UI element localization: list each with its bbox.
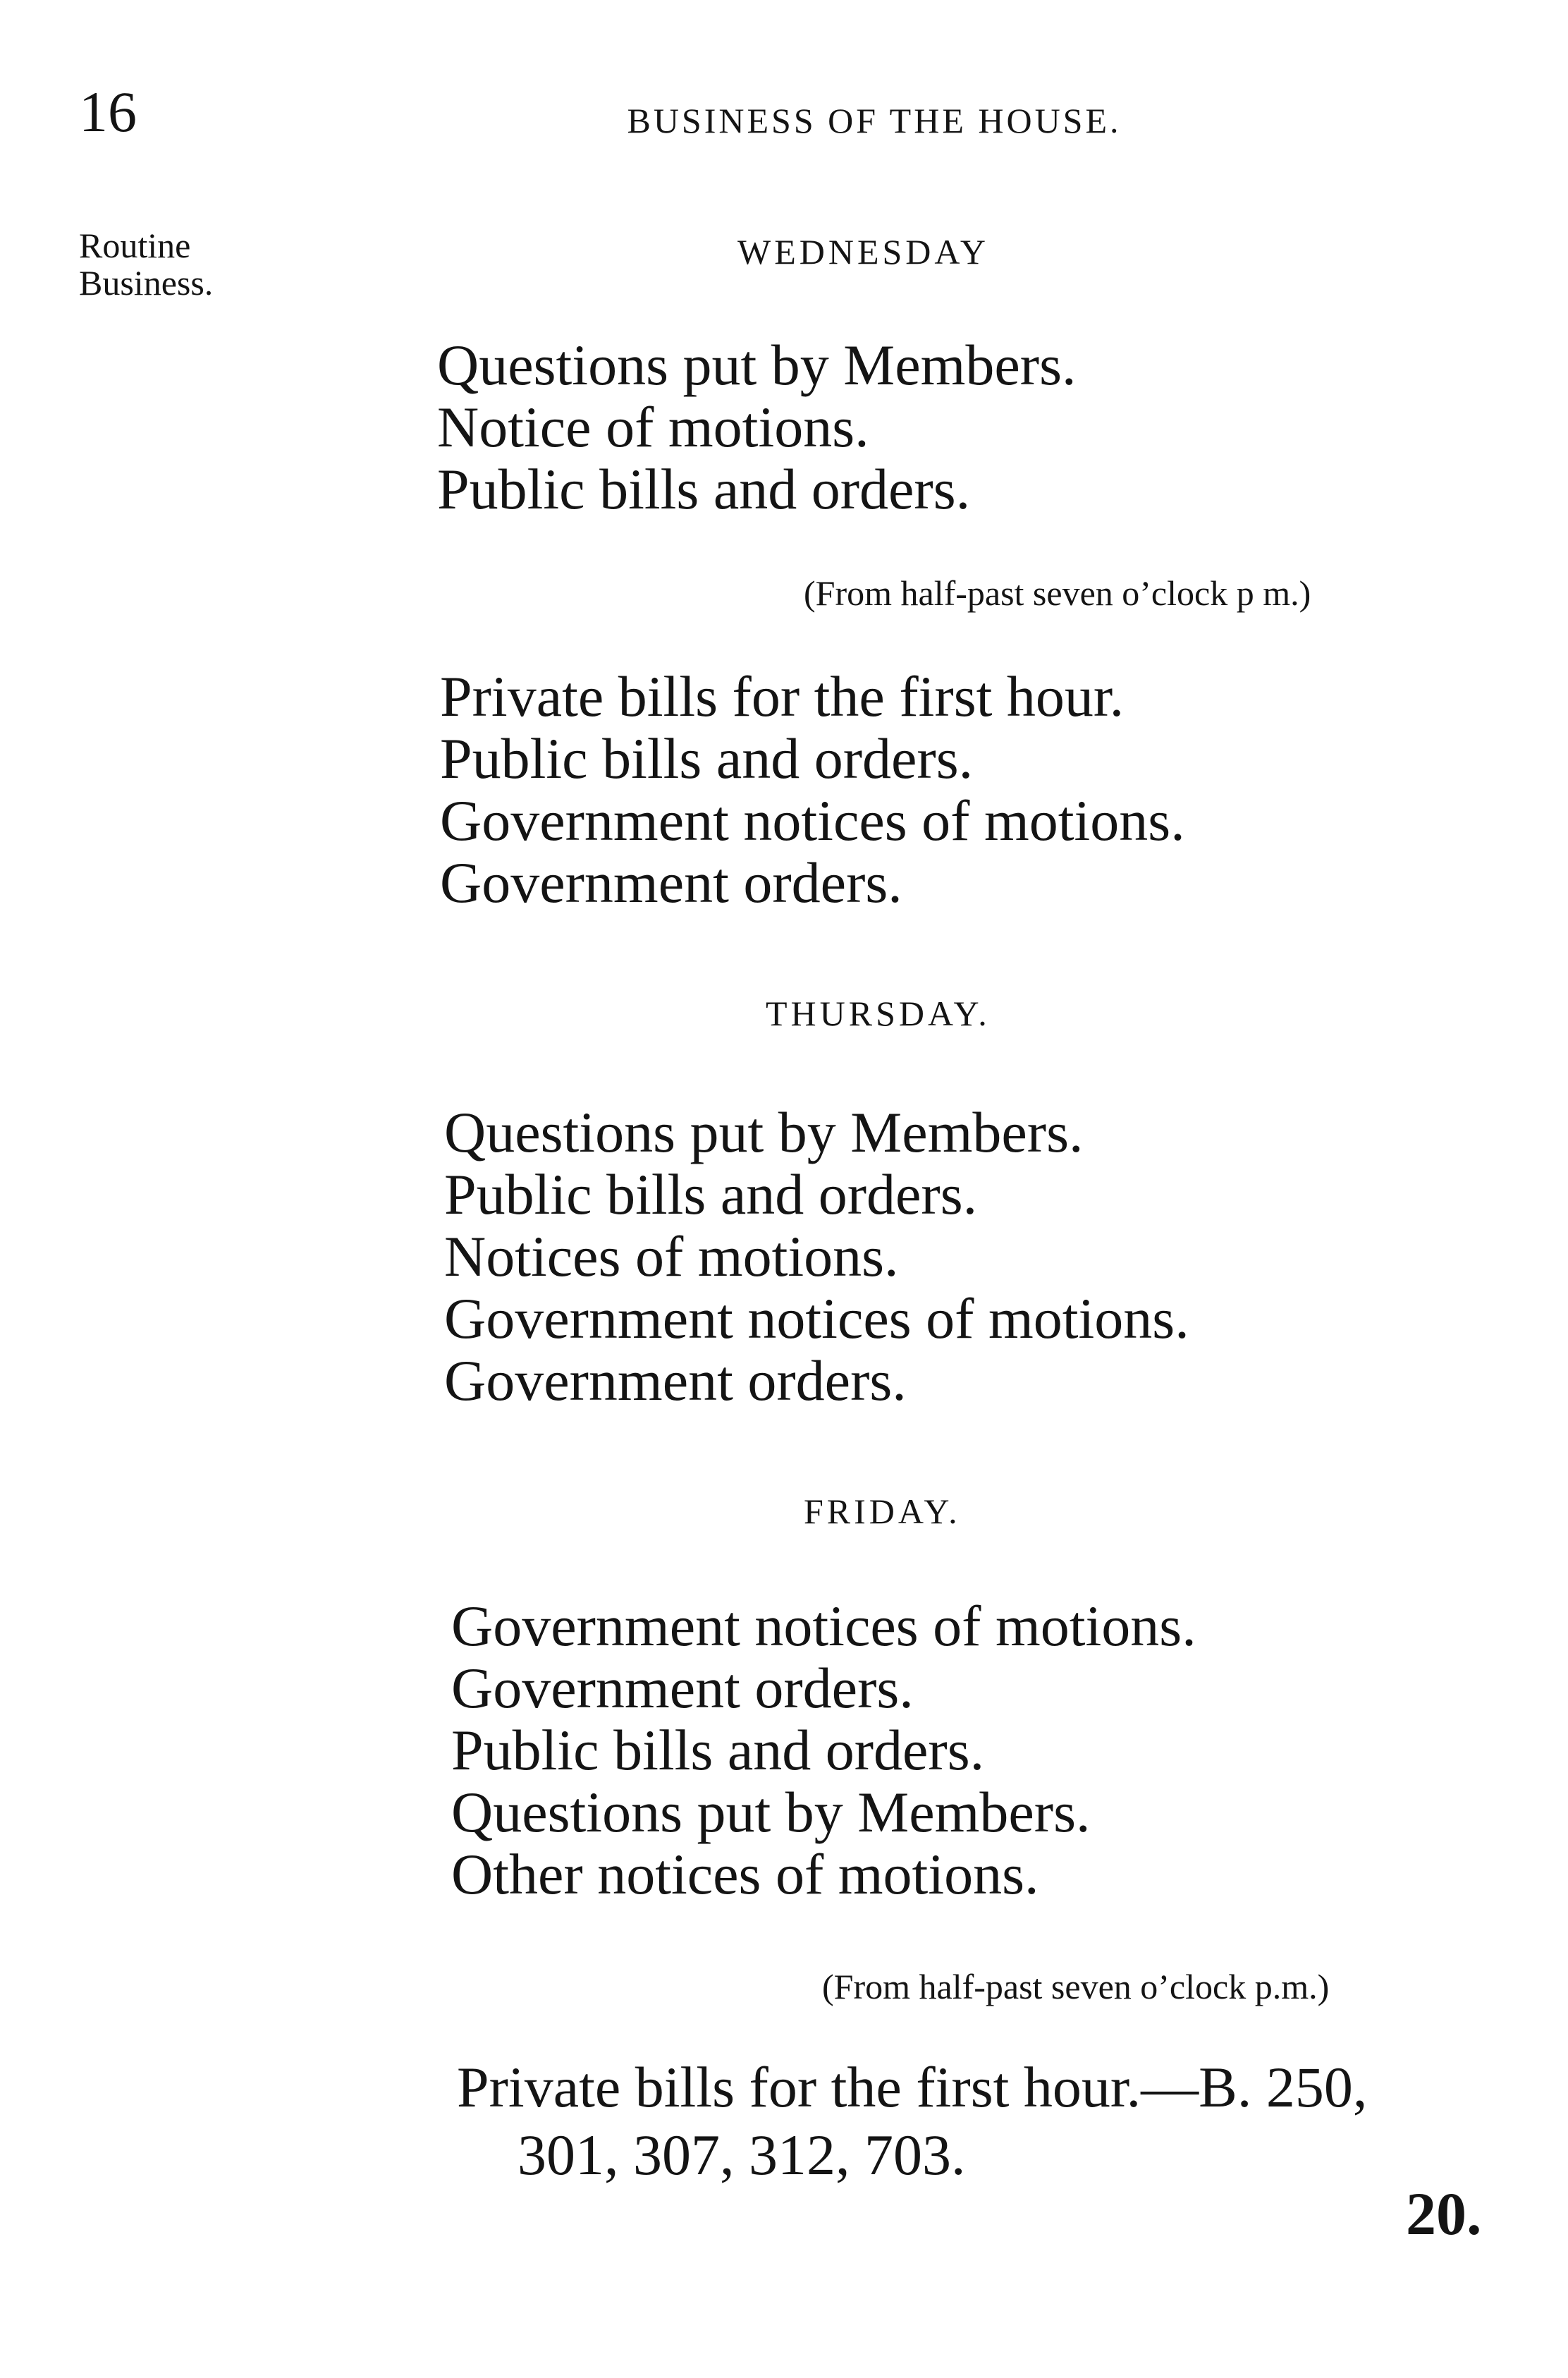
list-item: Public bills and orders.	[444, 1162, 978, 1226]
list-item: Notice of motions.	[437, 395, 869, 459]
list-item: Notices of motions.	[444, 1224, 899, 1288]
list-item: Questions put by Members.	[444, 1100, 1084, 1164]
running-title: BUSINESS OF THE HOUSE.	[627, 101, 1122, 140]
closing-line-continued: 301, 307, 312, 703.	[517, 2123, 966, 2187]
margin-note: Routine Business.	[79, 226, 214, 303]
list-item: Government notices of motions.	[444, 1286, 1189, 1350]
friday-list	[451, 1595, 1196, 1906]
list-item: Government notices of motions.	[451, 1594, 1196, 1658]
list-item: Government notices of motions.	[440, 788, 1185, 853]
closing-paragraph	[457, 2054, 1367, 2189]
friday-heading: FRIDAY.	[804, 1492, 961, 1531]
list-item: Public bills and orders.	[451, 1718, 985, 1782]
thursday-heading: THURSDAY.	[766, 994, 991, 1033]
list-item: Questions put by Members.	[451, 1780, 1091, 1844]
thursday-list	[444, 1102, 1189, 1412]
list-item: Public bills and orders.	[440, 726, 974, 791]
wednesday-time-note: (From half-past seven o’clock p m.)	[804, 573, 1311, 613]
list-item: Government orders.	[451, 1656, 914, 1720]
list-item: Private bills for the first hour.	[440, 664, 1125, 728]
signature-mark: 20.	[1406, 2180, 1482, 2248]
wednesday-heading: WEDNESDAY	[737, 232, 990, 272]
list-item: Other notices of motions.	[451, 1842, 1039, 1906]
list-item: Government orders.	[444, 1348, 907, 1413]
closing-line: Private bills for the first hour.—B. 250,	[457, 2055, 1368, 2119]
friday-time-note: (From half-past seven o’clock p.m.)	[822, 1967, 1330, 2006]
list-item: Public bills and orders.	[437, 457, 971, 521]
wednesday-list	[437, 334, 1076, 520]
page-number: 16	[79, 80, 137, 144]
wednesday-evening-list	[440, 666, 1185, 914]
list-item: Questions put by Members.	[437, 333, 1077, 397]
list-item: Government orders.	[440, 850, 902, 915]
